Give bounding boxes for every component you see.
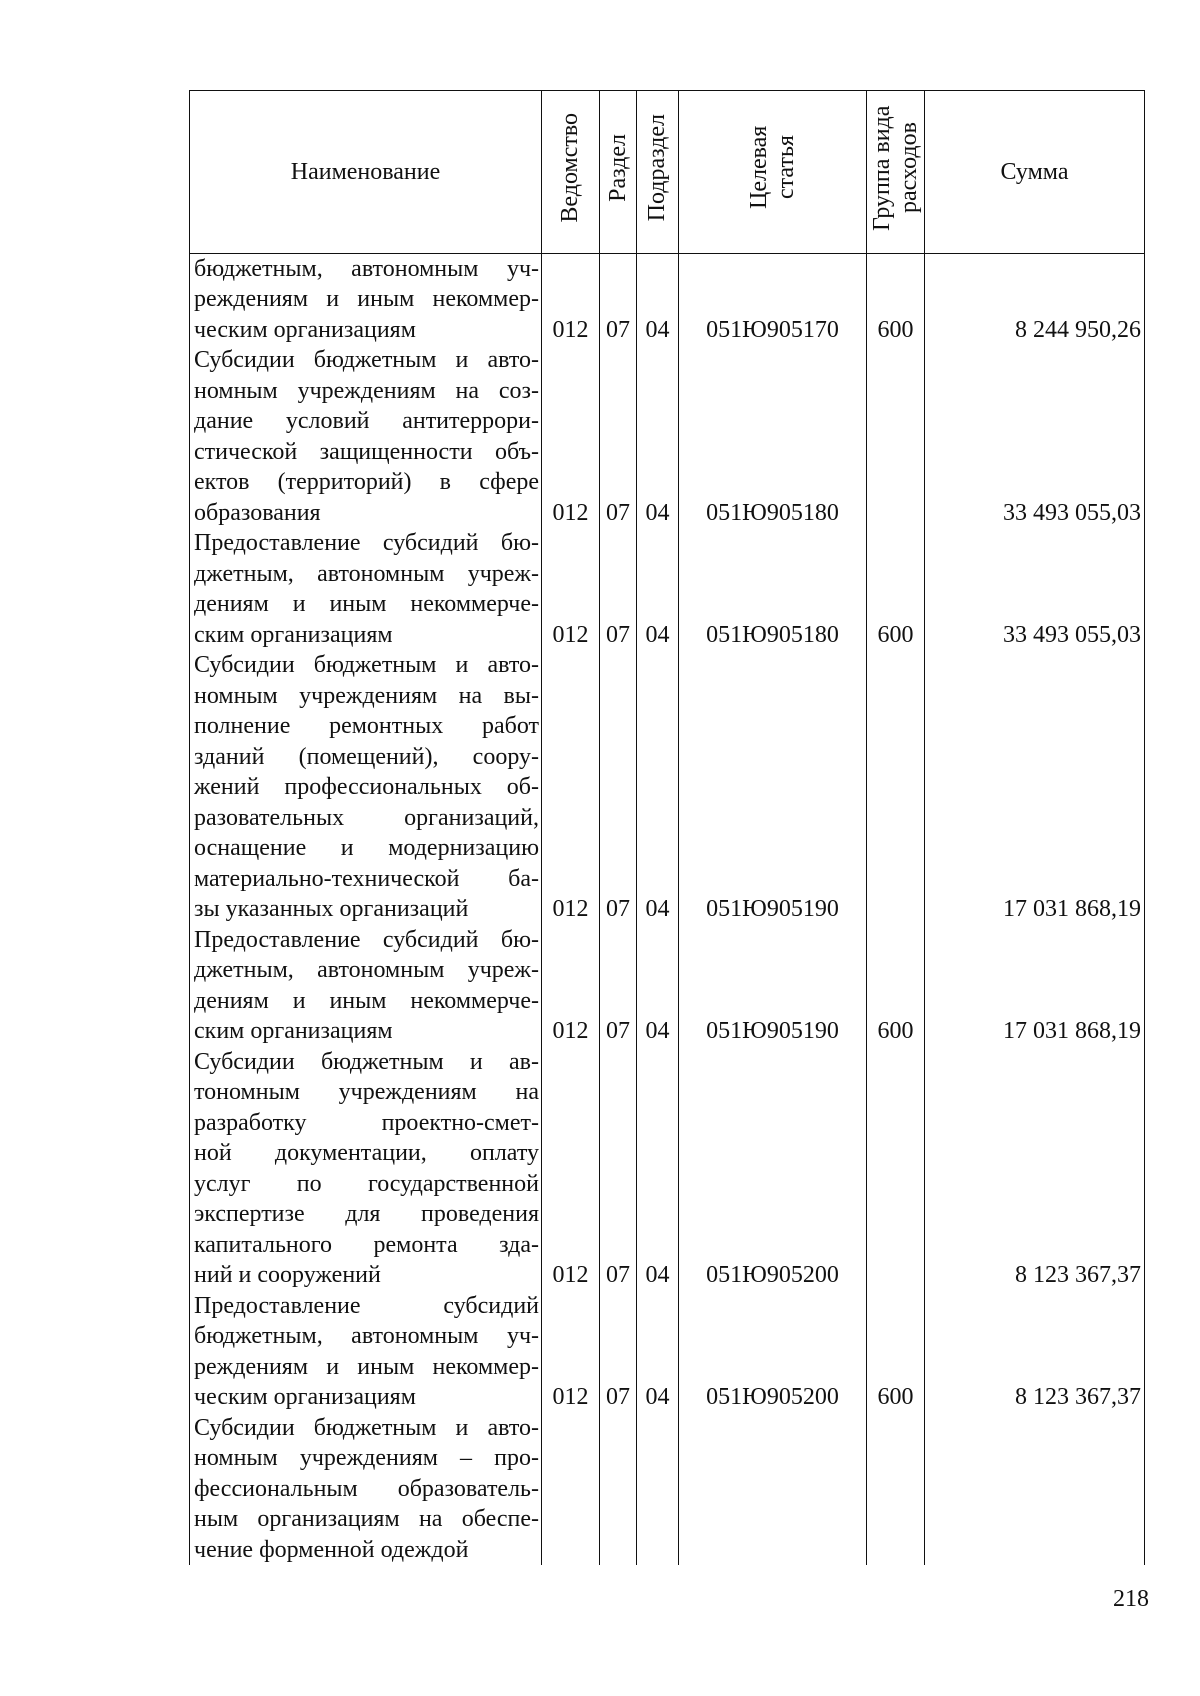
row-name: Предоставление субсидий бюджетным, автономным уч- реждениям и иным некоммер- ческим организациям	[190, 1291, 542, 1413]
row-section	[600, 1413, 637, 1566]
row-section: 07	[600, 1291, 637, 1413]
row-dept: 012	[542, 253, 600, 345]
row-target: 051Ю905170	[679, 253, 867, 345]
row-name: Субсидии бюджетным и ав- тономным учреждениям на разработку проектно-смет- ной документации, оплату услуг по государственной экспертизе для проведения капитального ремонта зда- ний и сооружений	[190, 1047, 542, 1291]
row-dept: 012	[542, 1291, 600, 1413]
header-row	[190, 91, 1145, 254]
row-amount: 33 493 055,03	[925, 528, 1145, 650]
row-name: Субсидии бюджетным и авто- номным учреждениям – про- фессиональным образователь- ным организациям на обеспе- чение форменной одеждой	[190, 1413, 542, 1566]
row-amount: 8 123 367,37	[925, 1047, 1145, 1291]
row-expense-group	[867, 345, 925, 528]
row-dept	[542, 1413, 600, 1566]
row-amount: 33 493 055,03	[925, 345, 1145, 528]
budget-table	[189, 90, 1145, 1565]
header-name: Наименование	[190, 91, 542, 254]
header-section: Раздел	[600, 91, 637, 254]
row-amount	[925, 1413, 1145, 1566]
row-name: Субсидии бюджетным и авто- номным учреждениям на соз- дание условий антитеррори- стической защищенности объ- ектов (территорий) в сфере образования	[190, 345, 542, 528]
row-target: 051Ю905180	[679, 345, 867, 528]
row-expense-group	[867, 1413, 925, 1566]
row-expense-group: 600	[867, 253, 925, 345]
header-dept: Ведомство	[542, 91, 600, 254]
row-amount: 17 031 868,19	[925, 650, 1145, 925]
row-name: бюджетным, автономным уч- реждениям и иным некоммер- ческим организациям	[190, 253, 542, 345]
table-row	[190, 650, 1145, 925]
row-name: Предоставление субсидий бю- джетным, автономным учреж- дениям и иным некоммерче- ским организациям	[190, 925, 542, 1047]
row-name: Субсидии бюджетным и авто- номным учреждениям на вы- полнение ремонтных работ зданий (помещений), соору- жений профессиональных об- разовательных организаций, оснащение и модернизацию материально-технической ба- зы указанных организаций	[190, 650, 542, 925]
row-target: 051Ю905190	[679, 925, 867, 1047]
row-section: 07	[600, 925, 637, 1047]
table-row	[190, 925, 1145, 1047]
header-target: Целевая статья	[679, 91, 867, 254]
row-expense-group: 600	[867, 925, 925, 1047]
table-row	[190, 1291, 1145, 1413]
row-amount: 17 031 868,19	[925, 925, 1145, 1047]
row-subsection: 04	[637, 1047, 679, 1291]
row-dept: 012	[542, 650, 600, 925]
row-dept: 012	[542, 1047, 600, 1291]
table-row	[190, 528, 1145, 650]
row-dept: 012	[542, 925, 600, 1047]
row-name: Предоставление субсидий бю- джетным, автономным учреж- дениям и иным некоммерче- ским организациям	[190, 528, 542, 650]
row-expense-group: 600	[867, 1291, 925, 1413]
row-subsection: 04	[637, 528, 679, 650]
row-target: 051Ю905180	[679, 528, 867, 650]
row-subsection: 04	[637, 1291, 679, 1413]
row-expense-group	[867, 1047, 925, 1291]
row-section: 07	[600, 528, 637, 650]
header-amount: Сумма	[925, 91, 1145, 254]
row-dept: 012	[542, 528, 600, 650]
row-expense-group	[867, 650, 925, 925]
table-row	[190, 345, 1145, 528]
row-amount: 8 244 950,26	[925, 253, 1145, 345]
row-section: 07	[600, 650, 637, 925]
row-section: 07	[600, 1047, 637, 1291]
row-subsection: 04	[637, 345, 679, 528]
row-subsection	[637, 1413, 679, 1566]
row-target: 051Ю905200	[679, 1047, 867, 1291]
row-subsection: 04	[637, 650, 679, 925]
header-expense-group: Группа вида расходов	[867, 91, 925, 254]
table-row	[190, 1047, 1145, 1291]
row-target	[679, 1413, 867, 1566]
row-amount: 8 123 367,37	[925, 1291, 1145, 1413]
row-section: 07	[600, 345, 637, 528]
row-target: 051Ю905190	[679, 650, 867, 925]
header-subsection: Подраздел	[637, 91, 679, 254]
row-section: 07	[600, 253, 637, 345]
row-target: 051Ю905200	[679, 1291, 867, 1413]
page-number: 218	[1113, 1586, 1149, 1612]
table-row	[190, 1413, 1145, 1566]
table-row	[190, 253, 1145, 345]
row-subsection: 04	[637, 253, 679, 345]
row-expense-group: 600	[867, 528, 925, 650]
row-subsection: 04	[637, 925, 679, 1047]
row-dept: 012	[542, 345, 600, 528]
